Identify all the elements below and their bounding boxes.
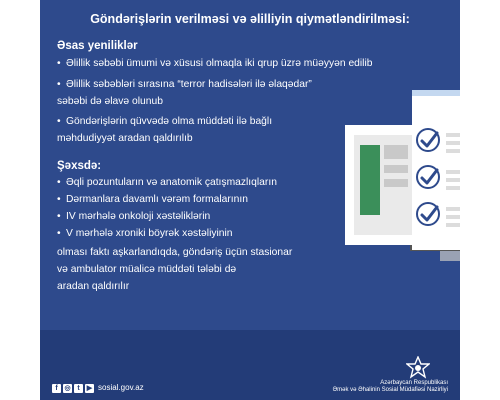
twitter-icon[interactable]: t <box>74 384 83 393</box>
youtube-icon[interactable]: ▶ <box>86 385 93 392</box>
facebook-icon[interactable]: f <box>52 384 61 393</box>
list-item-text: IV mərhələ onkoloji xəstəliklərin <box>66 211 211 222</box>
list-item-text: Göndərişlərin qüvvədə olma müddəti ilə bağlı <box>66 116 273 127</box>
list-item: • Əlillik səbəbləri sırasına “terror hadisələri ilə əlaqədar” <box>57 79 312 90</box>
list-item: • Əlillik səbəbi ümumi və xüsusi olmaqla iki qrup üzrə müəyyən edilib <box>57 58 373 69</box>
page-title: Göndərişlərin verilməsi və əlilliyin qiymətləndirilməsi: <box>90 12 410 26</box>
list-item: • IV mərhələ onkoloji xəstəliklərin <box>57 211 211 222</box>
website-link[interactable]: sosial.gov.az <box>98 383 144 392</box>
ministry-logo-icon <box>406 356 430 380</box>
list-item-text: Dərmanlara davamlı vərəm formalarının <box>66 194 248 205</box>
instagram-icon[interactable]: ◎ <box>64 385 71 392</box>
list-item-continuation: məhdudiyyət aradan qaldırılıb <box>57 133 193 144</box>
list-item: • Əqli pozuntuların və anatomik çatışmazlıqların <box>57 177 277 188</box>
list-item-text: Əqli pozuntuların və anatomik çatışmazlıqların <box>66 177 277 188</box>
section-heading-main-changes: Əsas yeniliklər <box>57 40 138 52</box>
list-item: • Göndərişlərin qüvvədə olma müddəti ilə bağlı <box>57 116 273 127</box>
list-item-text: V mərhələ xroniki böyrək xəstəliyinin <box>66 228 233 239</box>
section-heading-person: Şəxsdə: <box>57 160 102 172</box>
infographic-card <box>40 0 460 400</box>
checklist-monitor-icon <box>340 75 460 305</box>
ministry-line-name: Əmək və Əhalinin Sosial Müdafiəsi Nazirliyi <box>332 387 448 393</box>
list-item-text: Əlillik səbəbləri sırasına “terror hadisələri ilə əlaqədar” <box>66 79 312 90</box>
list-item-continuation: səbəbi də əlavə olunub <box>57 96 163 107</box>
ministry-line-country: Azərbaycan Respublikası <box>380 380 448 386</box>
closing-text-line: və ambulator müalicə müddəti tələbi də <box>57 264 237 275</box>
closing-text-line: olması faktı aşkarlandıqda, göndəriş üçün stasionar <box>57 247 293 258</box>
closing-text-line: aradan qaldırılır <box>57 281 130 292</box>
list-item: • Dərmanlara davamlı vərəm formalarının <box>57 194 248 205</box>
list-item-text: Əlillik səbəbi ümumi və xüsusi olmaqla iki qrup üzrə müəyyən edilib <box>66 58 373 69</box>
list-item: • V mərhələ xroniki böyrək xəstəliyinin <box>57 228 233 239</box>
ministry-name <box>333 380 448 394</box>
social-icons <box>52 384 94 393</box>
